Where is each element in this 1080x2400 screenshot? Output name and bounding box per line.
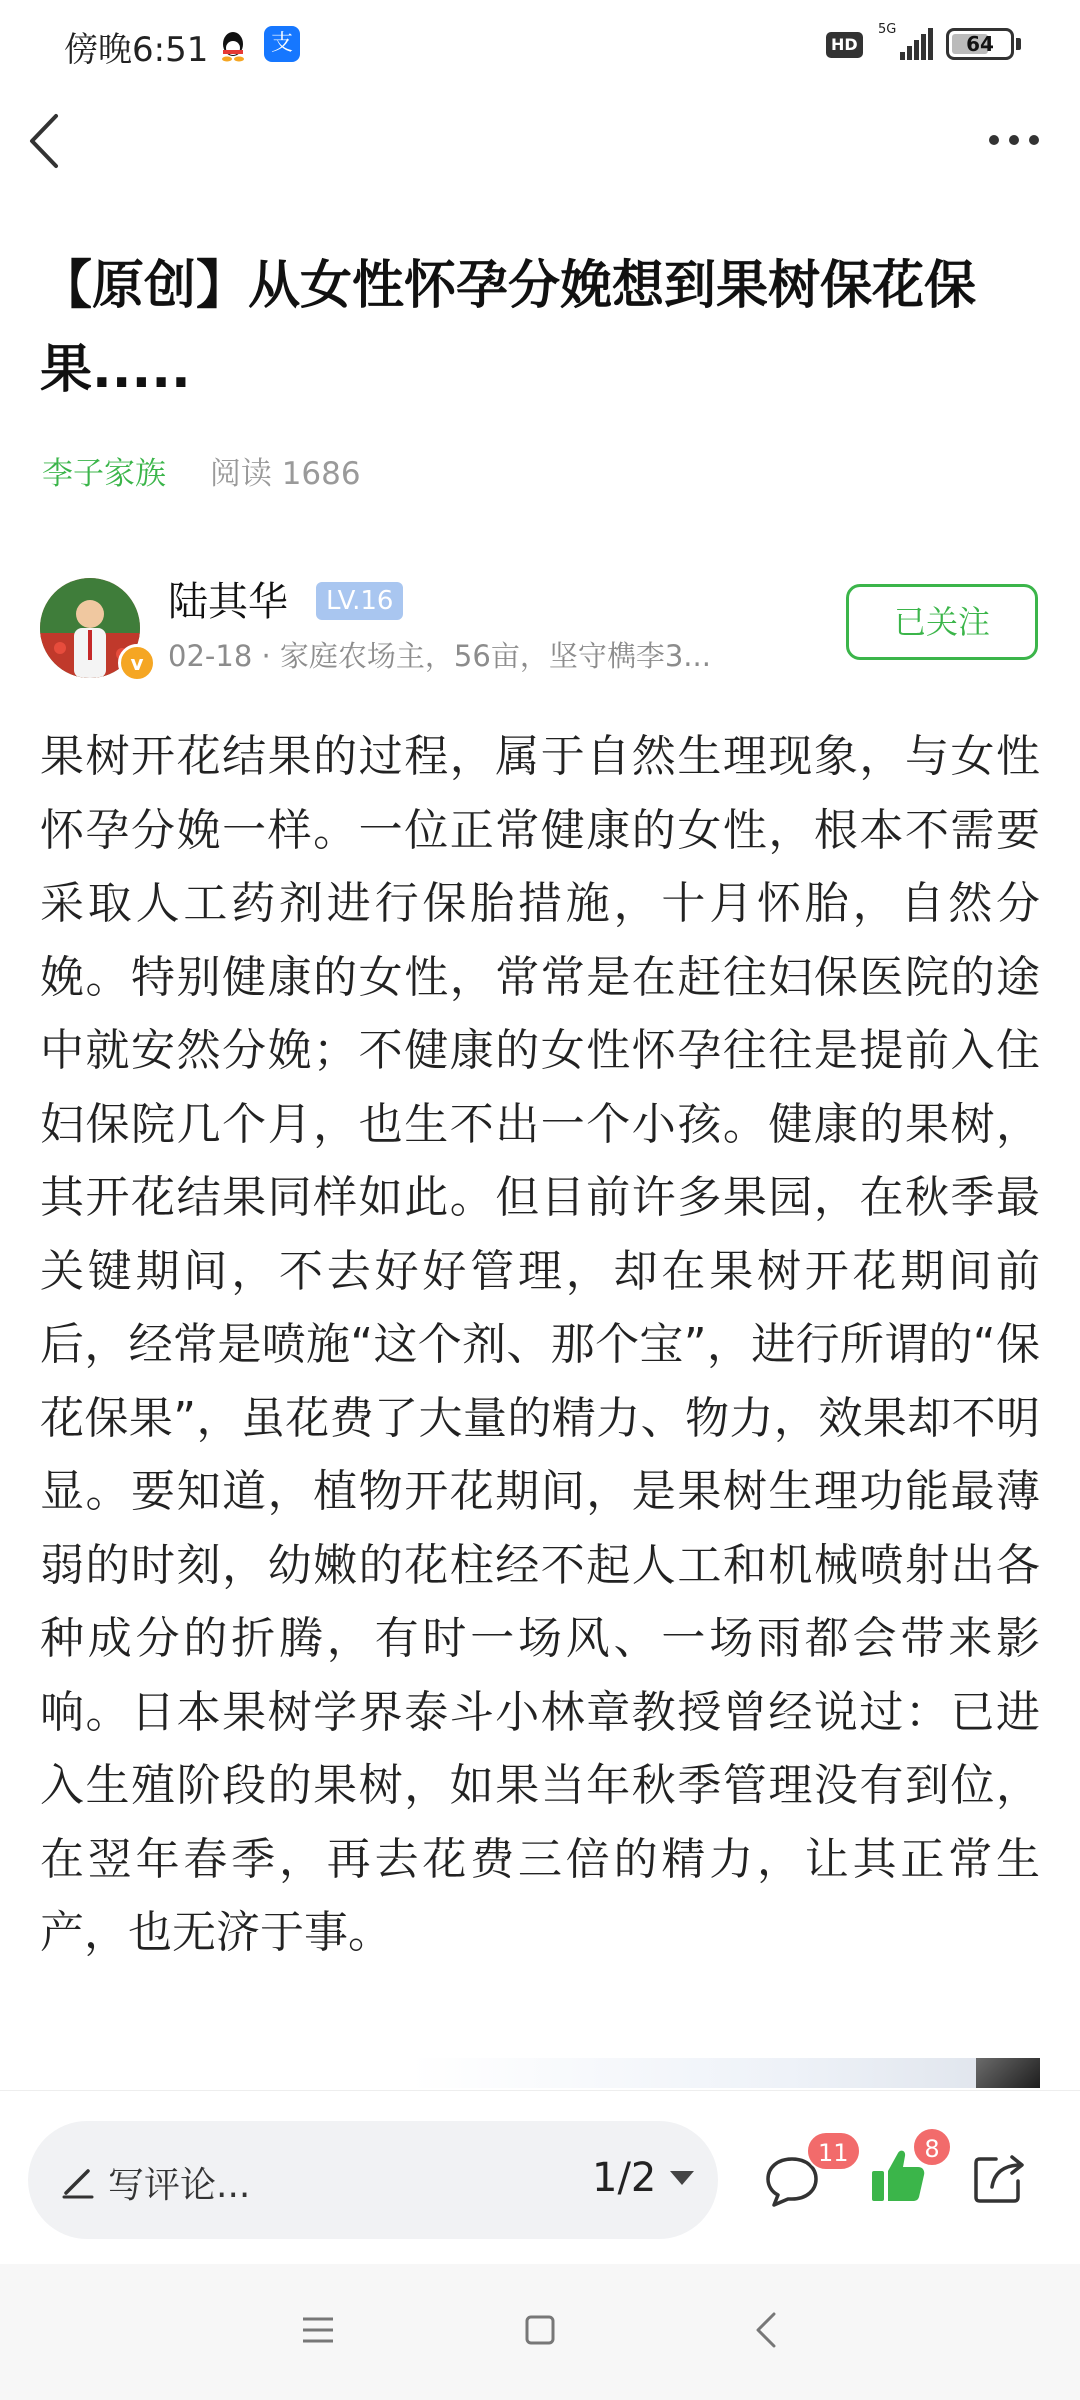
share-icon[interactable] bbox=[970, 2149, 1028, 2207]
chevron-down-icon[interactable] bbox=[670, 2171, 694, 2185]
article-meta bbox=[42, 448, 361, 493]
alipay-icon: 支 bbox=[264, 26, 300, 62]
article-body: 果树开花结果的过程，属于自然生理现象，与女性怀孕分娩一样。一位正常健康的女性，根本不需要采取人工药剂进行保胎措施，十月怀胎，自然分娩。特别健康的女性，常常是在赶往妇保医院的途中就安然分娩；不健康的女性怀孕往往是提前入住妇保院几个月，也生不出一个小孩。健康的果树，其开花结果同样如此。但目前许多果园，在秋季最关键期间，不去好好管理，却在果树开花期间前后，经常是喷施“这个剂、那个宝”，进行所谓的“保花保果”，虽花费了大量的精力、物力，效果却不明显。要知道，植物开花期间，是果树生理功能最薄弱的时刻，幼嫩的花柱经不起人工和机械喷射出各种成分的折腾，有时一场风、一场雨都会带来影响。日本果树学界泰斗小林章教授曾经说过：已进入生殖阶段的果树，如果当年秋季管理没有到位，在翌年春季，再去花费三倍的精力，让其正常生产，也无济于事。 bbox=[40, 731, 1040, 1958]
channel-link[interactable]: 李子家族 bbox=[42, 456, 166, 492]
status-time: 傍晚6:51 bbox=[64, 30, 209, 70]
system-back-icon[interactable] bbox=[752, 2310, 780, 2350]
read-count: 阅读 1686 bbox=[209, 456, 361, 492]
comment-count-badge: 11 bbox=[806, 2131, 861, 2171]
status-bar bbox=[0, 0, 1080, 92]
signal-icon bbox=[874, 26, 934, 62]
author-subtitle: 02-18 · 家庭农场主，56亩，坚守檇李3... bbox=[168, 639, 711, 673]
page-indicator[interactable]: 1/2 bbox=[592, 2155, 657, 2201]
menu-icon[interactable] bbox=[300, 2314, 336, 2346]
like-count-badge: 8 bbox=[912, 2127, 952, 2167]
follow-button[interactable]: 已关注 bbox=[846, 584, 1038, 660]
battery-cap bbox=[1016, 38, 1021, 50]
back-icon[interactable] bbox=[22, 106, 70, 176]
author-name[interactable]: 陆其华 bbox=[168, 579, 288, 625]
hd-badge: HD bbox=[826, 32, 863, 58]
system-nav-bar bbox=[0, 2264, 1080, 2400]
verified-badge: v bbox=[118, 644, 156, 682]
pencil-icon bbox=[58, 2161, 98, 2201]
comment-input[interactable] bbox=[28, 2121, 718, 2239]
article-image-preview[interactable] bbox=[410, 2058, 1040, 2088]
article-image-corner bbox=[976, 2058, 1040, 2088]
article-title: 【原创】从女性怀孕分娩想到果树保花保果..... bbox=[40, 256, 977, 400]
qq-icon bbox=[218, 28, 248, 62]
battery-icon bbox=[946, 28, 1014, 60]
comment-placeholder: 写评论... bbox=[108, 2165, 251, 2206]
network-label: 5G bbox=[878, 22, 897, 37]
top-nav bbox=[0, 92, 1080, 192]
home-icon[interactable] bbox=[524, 2314, 556, 2346]
battery-level: 64 bbox=[966, 32, 994, 56]
level-badge: LV.16 bbox=[316, 582, 403, 620]
more-icon[interactable] bbox=[984, 120, 1044, 160]
bottom-action-bar bbox=[0, 2090, 1080, 2264]
